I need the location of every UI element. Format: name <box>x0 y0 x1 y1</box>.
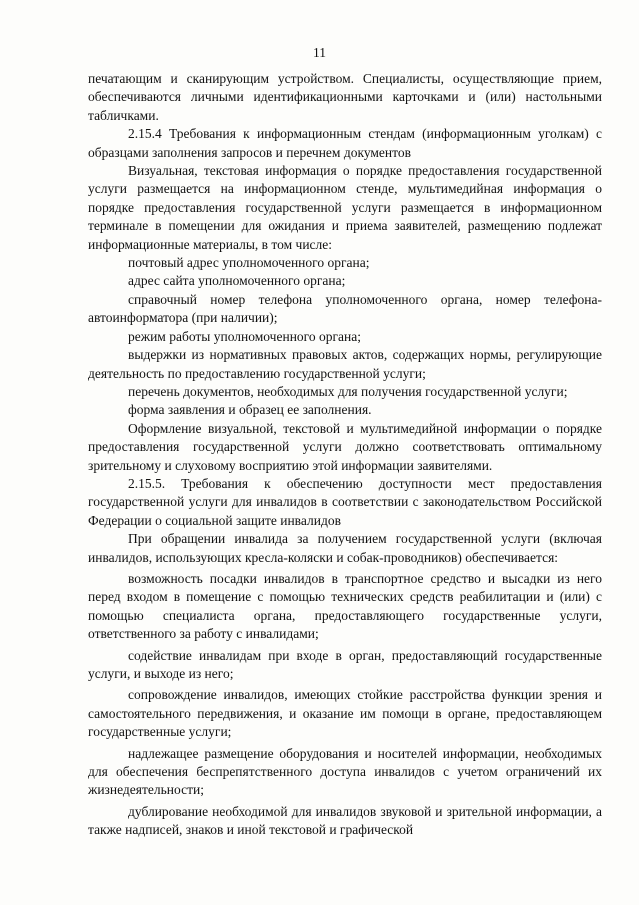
list-item-website: адрес сайта уполномоченного органа; <box>128 273 346 289</box>
list-item-equipment-placement: надлежащее размещение оборудования и носителей информации, необходимых для обеспечения беспрепятственного доступа инвалидов с учетом ограничений их жизнедеятельности; <box>88 745 602 798</box>
list-item-application-form: форма заявления и образец ее заполнения. <box>128 402 372 418</box>
list-item-working-hours: режим работы уполномоченного органа; <box>128 328 361 344</box>
paragraph-design-requirements: Оформление визуальной, текстовой и мультимедийной информации о порядке предоставления государственной услуги должно соответствовать оптимальному зрительному и слуховому восприятию этой информации заявителями. <box>88 420 602 473</box>
list-item-escort: сопровождение инвалидов, имеющих стойкие расстройства функции зрения и самостоятельного передвижения, и оказание им помощи в органе, предоставляющем государственные услуги; <box>88 687 602 740</box>
paragraph-visual-info: Визуальная, текстовая информация о порядке предоставления государственной услуги размещается на информационном стенде, мультимедийная информация о порядке предоставления государственной услуги размещается в информационном терминале в помещении для ожидания и приема заявителей, размещению подлежат информационные материалы, в том числе: <box>88 163 602 252</box>
list-item-legal-excerpts: выдержки из нормативных правовых актов, содержащих нормы, регулирующие деятельность по предоставлению государственной услуги; <box>88 347 602 381</box>
page-number: 11 <box>313 45 326 60</box>
list-item-boarding: возможность посадки инвалидов в транспортное средство и высадки из него перед входом в помещение с помощью технических средств реабилитации и (или) с помощью специалиста органа, предоставляющего государственные услуги, ответственного за работу с инвалидами; <box>88 570 602 642</box>
list-item-postal-address: почтовый адрес уполномоченного органа; <box>128 255 370 271</box>
paragraph-disabled-intro: При обращении инвалида за получением государственной услуги (включая инвалидов, использующих кресла-коляски и собак-проводников) обеспечивается: <box>88 531 602 565</box>
document-body <box>88 70 602 840</box>
list-item-phone: справочный номер телефона уполномоченного органа, номер телефона-автоинформатора (при наличии); <box>88 291 602 326</box>
paragraph-continuation: печатающим и сканирующим устройством. Специалисты, осуществляющие прием, обеспечиваются личными идентификационными карточками и (или) настольными табличками. <box>88 71 602 123</box>
section-heading-2-15-5: 2.15.5. Требования к обеспечению доступности мест предоставления государственной услуги для инвалидов в соответствии с законодательством Российской Федерации о социальной защите инвалидов <box>88 475 602 528</box>
list-item-entry-assistance: содействие инвалидам при входе в орган, предоставляющий государственные услуги, и выходе из него; <box>88 647 602 681</box>
section-heading-2-15-4: 2.15.4 Требования к информационным стендам (информационным уголкам) с образцами заполнения запросов и перечнем документов <box>88 126 602 160</box>
list-item-duplication: дублирование необходимой для инвалидов звуковой и зрительной информации, а также надписей, знаков и иной текстовой и графической <box>88 803 602 838</box>
list-item-documents: перечень документов, необходимых для получения государственной услуги; <box>128 383 568 399</box>
